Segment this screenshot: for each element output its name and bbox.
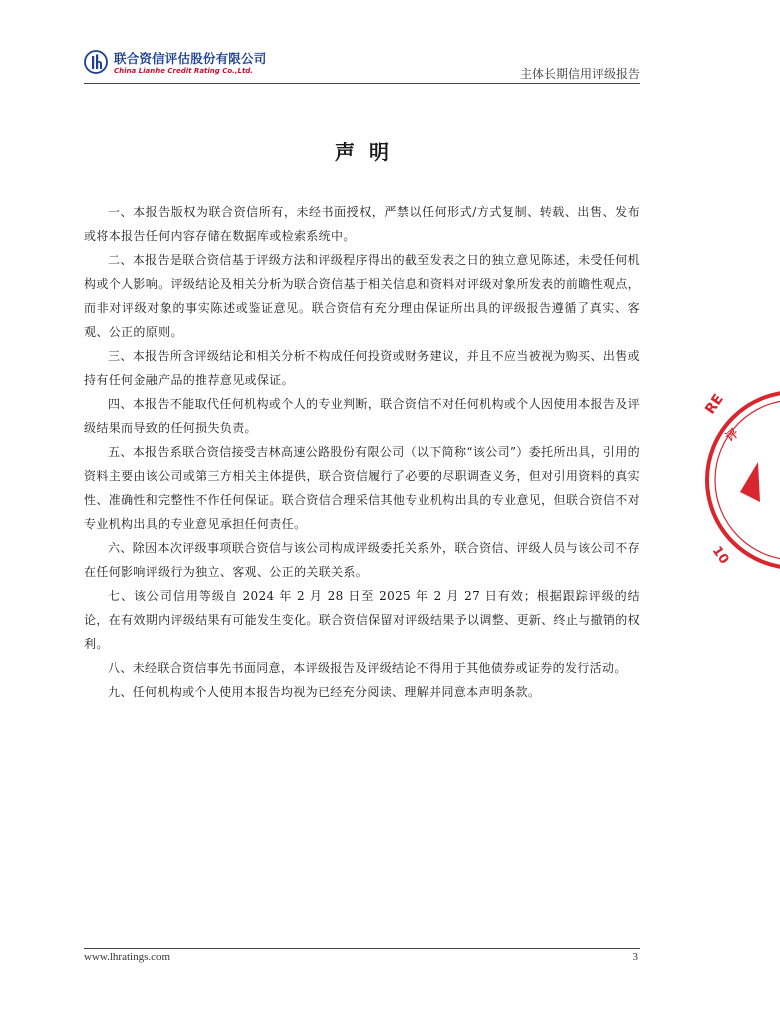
paragraph-5: 五、本报告系联合资信接受吉林高速公路股份有限公司（以下简称“该公司”）委托所出具，引用的资料主要由该公司或第三方相关主体提供，联合资信履行了必要的尽职调查义务，但对引用资料的真实性、准确性和完整性不作任何保证。联合资信合理采信其他专业机构出具的专业意见，但联合资信不对专业机构出具的专业意见承担任何责任。 — [84, 445, 640, 531]
paragraph-4: 四、本报告不能取代任何机构或个人的专业判断，联合资信不对任何机构或个人因使用本报告及评级结果而导致的任何损失负责。 — [84, 397, 640, 435]
website-url: www.lhratings.com — [84, 951, 171, 963]
page-header — [84, 44, 640, 84]
svg-text:10: 10 — [708, 543, 732, 568]
footer-divider — [84, 948, 640, 949]
red-seal-stamp — [700, 380, 780, 580]
company-logo-icon — [84, 50, 108, 74]
header-divider — [84, 83, 640, 84]
paragraph-8: 八、未经联合资信事先书面同意，本评级报告及评级结论不得用于其他债券或证券的发行活动。 — [108, 661, 627, 675]
paragraph-3: 三、本报告所含评级结论和相关分析不构成任何投资或财务建议，并且不应当被视为购买、出售或持有任何金融产品的推荐意见或保证。 — [84, 349, 640, 387]
paragraph-9: 九、任何机构或个人使用本报告均视为已经充分阅读、理解并同意本声明条款。 — [108, 685, 541, 699]
page-number: 3 — [632, 951, 638, 963]
paragraph-6: 六、除因本次评级事项联合资信与该公司构成评级委托关系外，联合资信、评级人员与该公司不存在任何影响评级行为独立、客观、公正的关联关系。 — [84, 541, 640, 579]
svg-text:RE: RE — [702, 391, 727, 418]
paragraph-2: 二、本报告是联合资信基于评级方法和评级程序得出的截至发表之日的独立意见陈述，未受任何机构或个人影响。评级结论及相关分析为联合资信基于相关信息和资料对评级对象所发表的前瞻性观点，而非对评级对象的事实陈述或鉴证意见。联合资信有充分理由保证所出具的评级报告遵循了真实、客观、公正的原则。 — [84, 253, 640, 339]
svg-text:评: 评 — [722, 425, 742, 445]
paragraph-7: 七、该公司信用等级自 2024 年 2 月 28 日至 2025 年 2 月 27 日有效；根据跟踪评级的结论，在有效期内评级结果有可能发生变化。联合资信保留对评级结果予以调整、更新、终止与撤销的权利。 — [84, 589, 640, 651]
declaration-body — [84, 200, 640, 704]
paragraph-1: 一、本报告版权为联合资信所有，未经书面授权，严禁以任何形式/方式复制、转载、出售、发布或将本报告任何内容存储在数据库或检索系统中。 — [84, 205, 640, 243]
page-title: 声明 — [335, 140, 403, 164]
report-type: 主体长期信用评级报告 — [519, 67, 640, 81]
company-name-en: China Lianhe Credit Rating Co.,Ltd. — [114, 67, 253, 75]
company-name-cn: 联合资信评估股份有限公司 — [114, 51, 267, 66]
